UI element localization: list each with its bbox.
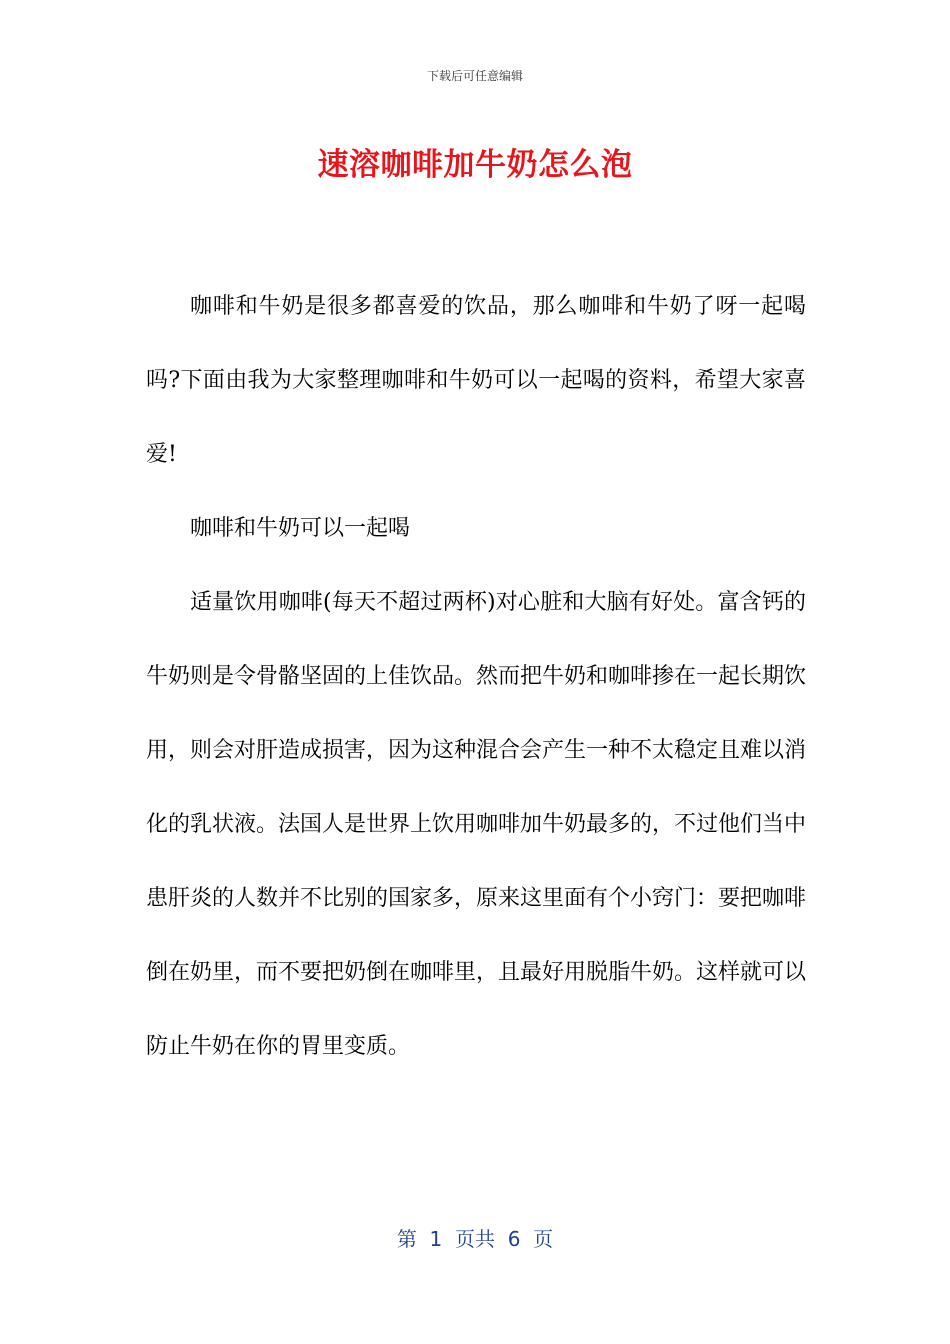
paragraph-main: 适量饮用咖啡(每天不超过两杯)对心脏和大脑有好处。富含钙的牛奶则是令骨骼坚固的上佳饮品。然而把牛奶和咖啡掺在一起长期饮用，则会对肝造成损害，因为这种混合会产生一种不太稳定且难以消化的乳状液。法国人是世界上饮用咖啡加牛奶最多的，不过他们当中患肝炎的人数并不比别的国家多，原来这里面有个小窍门：要把咖啡倒在奶里，而不要把奶倒在咖啡里，且最好用脱脂牛奶。这样就可以防止牛奶在你的胃里变质。	[146, 590, 807, 1059]
header-note: 下载后可任意编辑	[426, 69, 523, 83]
document-body	[146, 270, 806, 1084]
page-number-footer: 第 1 页共 6 页	[396, 1227, 554, 1251]
paragraph-intro: 咖啡和牛奶是很多都喜爱的饮品，那么咖啡和牛奶了呀一起喝吗?下面由我为大家整理咖啡和牛奶可以一起喝的资料，希望大家喜爱!	[146, 294, 806, 467]
paragraph-heading: 咖啡和牛奶可以一起喝	[190, 516, 411, 541]
document-title: 速溶咖啡加牛奶怎么泡	[317, 147, 633, 183]
